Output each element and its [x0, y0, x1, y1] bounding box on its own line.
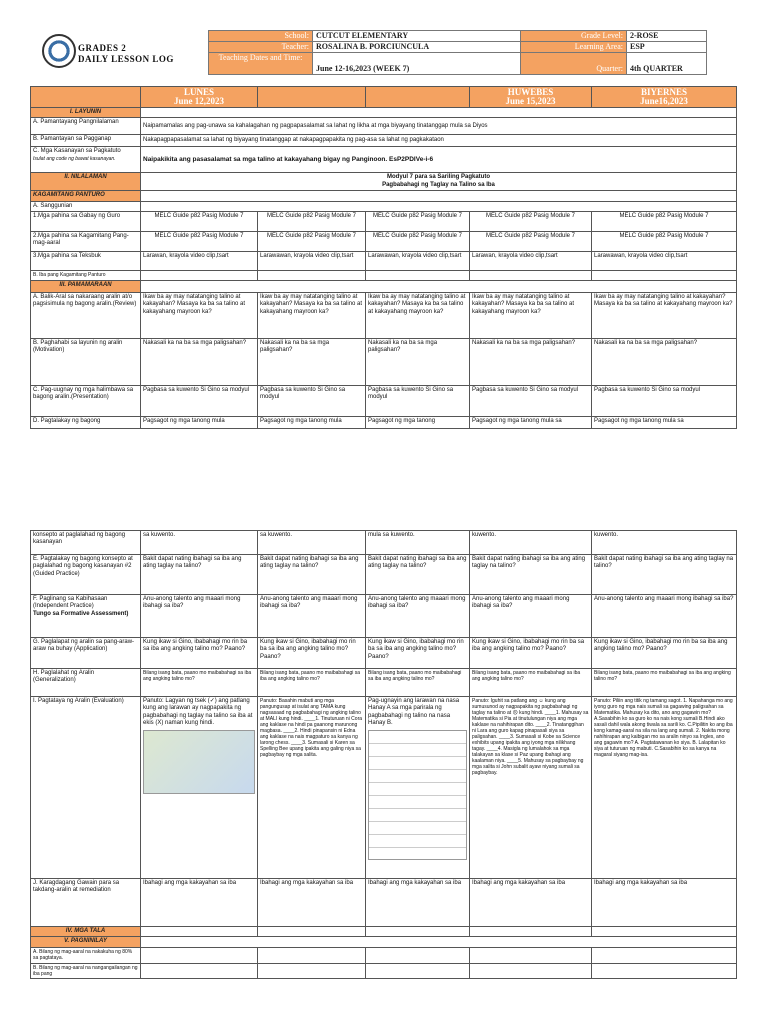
pagtalakay-cont-cell: kuwento.: [592, 531, 737, 555]
pagtalakay-cell: Pagsagot ng mga tanong mula: [258, 417, 366, 429]
teaching-dates-label: Teaching Dates and Time:: [209, 53, 313, 75]
text-pamantayang-pangnilalaman: Naipamamalas ang pag-unawa sa kahalagahan ng pagpapasalamat sa lahat ng likha at mga biyayang tinatanggap mula sa Diyos: [141, 118, 737, 135]
presentation-cell: Pagbasa sa kuwento Si Gino sa modyul: [592, 386, 737, 417]
label-pamantayan-pagganap: B. Pamantayan sa Pagganap: [31, 135, 141, 147]
label-iba-pang-kagamitan: B. Iba pang Kagamitang Panturo: [31, 271, 141, 281]
matching-worksheet-image: [368, 730, 467, 860]
section-mga-tala: IV. MGA TALA: [31, 927, 141, 937]
balik-aral-cell: Ikaw ba ay may natatanging talino at kakayahan? Masaya ka ba sa talino at kakayahang mayroon ka?: [366, 293, 470, 339]
gabay-guro-cell: MELC Guide p82 Pasig Module 7: [258, 212, 366, 232]
guided-practice-cell: Bakit dapat nating ibahagi sa iba ang ating taglay na talino?: [470, 555, 592, 595]
takdang-aralin-cell: Ibahagi ang mga kakayahan sa iba: [258, 879, 366, 927]
takdang-aralin-cell: Ibahagi ang mga kakayahan sa iba: [366, 879, 470, 927]
teksbuk-cell: Larawan, krayola video clip,tsart: [470, 252, 592, 271]
guided-practice-cell: Bakit dapat nating ibahagi sa iba ang ating taglay na talino?: [141, 555, 258, 595]
label-bilang-80: A. Bilang ng mag-aaral na nakakuha ng 80% sa pagtataya.: [31, 947, 141, 963]
presentation-cell: Pagbasa sa kuwento Si Gino sa modyul: [258, 386, 366, 417]
label-pagtalakay: D. Pagtalakay ng bagong: [31, 417, 141, 429]
gabay-guro-cell: MELC Guide p82 Pasig Module 7: [592, 212, 737, 232]
guided-practice-cell: Bakit dapat nating ibahagi sa iba ang ating taglay na talino?: [366, 555, 470, 595]
label-pagtalakay-cont: konsepto at paglalahad ng bagong kasanayan: [31, 531, 141, 555]
balik-aral-cell: Ikaw ba ay may natatanging talino at kakayahan? Masaya ka ba sa talino at kakayahang mayroon ka?: [258, 293, 366, 339]
page-gap: [0, 475, 768, 527]
independent-practice-cell: Anu-anong talento ang maaari mong ibahagi sa iba?: [141, 595, 258, 638]
independent-practice-cell: Anu-anong talento ang maaari mong ibahagi sa iba?: [592, 595, 737, 638]
takdang-aralin-cell: Ibahagi ang mga kakayahan sa iba: [141, 879, 258, 927]
school-label: School:: [209, 31, 313, 42]
label-pamantayang-pangnilalaman: A. Pamantayang Pangnilalaman: [31, 118, 141, 135]
pagtalakay-cell: Pagsagot ng mga tanong: [366, 417, 470, 429]
teksbuk-cell: Larawawan, krayola video clip,tsart: [366, 252, 470, 271]
day-header-3: [366, 87, 470, 108]
label-independent-practice: F. Paglinang sa Kabihasaan (Independent Practice) Tungo sa Formative Assessment): [31, 595, 141, 638]
header-table: [208, 30, 707, 75]
teksbuk-cell: Larawawan, krayola video clip,tsart: [592, 252, 737, 271]
pagtalakay-cont-cell: sa kuwento.: [258, 531, 366, 555]
evaluation-picture-image: [143, 730, 255, 794]
evaluation-cell-3: [366, 697, 470, 879]
teksbuk-cell: Larawawan, krayola video clip,tsart: [258, 252, 366, 271]
motivation-cell: Nakasali ka na ba sa mga paligsahan?: [141, 339, 258, 386]
balik-aral-cell: Ikaw ba ay may natatanging talino at kakayahan? Masaya ka ba sa talino at kakayahang mayroon ka?: [592, 293, 737, 339]
learning-area-value: ESP: [627, 42, 707, 53]
lesson-table-page1: [30, 86, 737, 429]
section-pamamaraan: III. PAMAMARAAN: [31, 281, 141, 293]
day-header-1: LUNES June 12,2023: [141, 87, 258, 108]
application-cell: Kung ikaw si Gino, ibabahagi mo rin ba sa iba ang angking talino mo? Paano?: [258, 638, 366, 669]
independent-practice-cell: Anu-anong talento ang maaari mong ibahagi sa iba?: [470, 595, 592, 638]
guided-practice-cell: Bakit dapat nating ibahagi sa iba ang ating taglay na talino?: [592, 555, 737, 595]
label-kasanayan: C. Mga Kasanayan sa Pagkatuto Isulat ang code ng bawat kasanayan.: [31, 147, 141, 173]
generalization-cell: Bilang isang bata, paano mo maibabahagi sa iba ang angking talino mo?: [592, 669, 737, 697]
evaluation-cell-4: Panuto: Iguhit sa patlang ang ☺ kung ang sumusunod ay nagpapakita ng pagbabahagi ng taglay na talino at ☹ kung hindi. ____1. Mahusay sa Matematika si Pia at tinutulungan niya ang mga kaklase na nahihirapan dito. ____2. Tinatanggihan ni Lara ang guro kapag pinapasali siya sa paligsahan. ____3. Sumasali si Kobe sa Science exhibits upang ipakita ang iyong mga nilikhang tagay. ____4. Masigla ng lumalahok sa mga talakayan sa klase si Paz upang ibahagi ang kaalaman niya. ____5. Mahusay sa pagbaybay ng mga salita si John subalit ayaw niyang sumali sa pagbaybay.: [470, 697, 592, 879]
label-gabay-guro: 1.Mga pahina sa Gabay ng Guro: [31, 212, 141, 232]
label-motivation: B. Paghahabi sa layunin ng aralin (Motivation): [31, 339, 141, 386]
gabay-guro-cell: MELC Guide p82 Pasig Module 7: [366, 212, 470, 232]
text-kasanayan: Naipakikita ang pasasalamat sa mga talino at kakayahang bigay ng Panginoon. EsP2PDIVe-i-6: [141, 147, 737, 173]
evaluation-instructions: Pag-ugnayin ang larawan na nasa Hanay A sa mga parirala ng pagbabahagi ng talino na nasa Hanay B.: [368, 698, 460, 727]
takdang-aralin-cell: Ibahagi ang mga kakayahan sa iba: [470, 879, 592, 927]
label-teksbuk: 3.Mga pahina sa Teksbuk: [31, 252, 141, 271]
teaching-dates-value: June 12-16,2023 (WEEK 7): [313, 53, 521, 75]
text-pamantayan-pagganap: Nakapagpapasalamat sa lahat ng biyayang tinatanggap at nakapagpapakita ng pag-asa sa lahat ng pagkakataon: [141, 135, 737, 147]
mag-aaral-cell: MELC Guide p82 Pasig Module 7: [141, 232, 258, 252]
application-cell: Kung ikaw si Gino, ibabahagi mo rin ba sa iba ang angking talino mo? Paano?: [366, 638, 470, 669]
balik-aral-cell: Ikaw ba ay may natatanging talino at kakayahan? Masaya ka ba sa talino at kakayahang mayroon ka?: [470, 293, 592, 339]
mag-aaral-cell: MELC Guide p82 Pasig Module 7: [258, 232, 366, 252]
generalization-cell: Bilang isang bata, paano mo maibabahagi sa iba ang angking talino mo?: [258, 669, 366, 697]
label-kagamitang-mag-aaral: 2.Mga pahina sa Kagamitang Pang-mag-aaral: [31, 232, 141, 252]
label-presentation: C. Pag-uugnay ng mga halimbawa sa bagong aralin.(Presentation): [31, 386, 141, 417]
mag-aaral-cell: MELC Guide p82 Pasig Module 7: [592, 232, 737, 252]
pagtalakay-cell: Pagsagot ng mga tanong mula sa: [592, 417, 737, 429]
learning-area-label: Learning Area:: [521, 42, 627, 53]
teksbuk-cell: Larawan, krayola video clip,tsart: [141, 252, 258, 271]
section-kagamitan: KAGAMITANG PANTURO: [31, 191, 141, 201]
document-title: [78, 43, 174, 65]
teacher-label: Teacher:: [209, 42, 313, 53]
evaluation-cell-5: Panuto: Piliin ang titik ng tamang sagot. 1. Napahanga mo ang iyong guro ng mga nais sumali sa gagawing paligsahan sa Matematika. Mahusay ka dito, ano ang gagawin mo? A.Sasabihin ko sa guro ko na nais kong sumali B.Hindi ako sasali dahil wala akong tiwala sa sarili ko. C.Pipilitin ko ang iba kong kamag-aaral na sila na lang ang sumali. 2. Nakita mong nahihirapan ang kaibigan mo sa aralin ninyo sa Ingles, ano ang gagawin mo? A. Pagtatawanan ko siya. B. Lalapitan ko siya at tuturuan ng mabuti. C.Sasabihin ko sa kanya na magaral siyang mag-isa.: [592, 697, 737, 879]
title-dll: DAILY LESSON LOG: [78, 54, 174, 64]
teacher-value: ROSALINA B. PORCIUNCULA: [313, 42, 521, 53]
lesson-table-page2: [30, 530, 737, 979]
generalization-cell: Bilang isang bata, paano mo maibabahagi sa iba ang angking talino mo?: [470, 669, 592, 697]
mag-aaral-cell: MELC Guide p82 Pasig Module 7: [470, 232, 592, 252]
label-sanggunian: A. Sanggunian: [31, 201, 141, 211]
guided-practice-cell: Bakit dapat nating ibahagi sa iba ang ating taglay na talino?: [258, 555, 366, 595]
application-cell: Kung ikaw si Gino, ibabahagi mo rin ba sa iba ang angking talino mo? Paano?: [141, 638, 258, 669]
day-header-4: HUWEBES June 15,2023: [470, 87, 592, 108]
page-one: [0, 0, 768, 475]
evaluation-cell-1: [141, 697, 258, 879]
label-balik-aral: A. Balik-Aral sa nakaraang aralin at/o pagsisimula ng bagong aralin.(Review): [31, 293, 141, 339]
page-two: [0, 527, 768, 1024]
label-application: G. Paglalapat ng aralin sa pang-araw-araw na buhay (Application): [31, 638, 141, 669]
generalization-cell: Bilang isang bata, paano mo maibabahagi sa iba ang angking talino mo?: [366, 669, 470, 697]
presentation-cell: Pagbasa sa kuwento Si Gino sa modyul: [141, 386, 258, 417]
balik-aral-cell: Ikaw ba ay may natatanging talino at kakayahan? Masaya ka ba sa talino at kakayahang mayroon ka?: [141, 293, 258, 339]
gabay-guro-cell: MELC Guide p82 Pasig Module 7: [141, 212, 258, 232]
motivation-cell: Nakasali ka na ba sa mga paligsahan?: [366, 339, 470, 386]
evaluation-cell-2: Panuto: Basahin mabuti ang mga pangungusap at isulat ang TAMA kung nagsasaad ng pagbabahagi ng angking talino at MALI kung hindi. ____1. Tinuturuan ni Cora ang kaklase na hindi pa gaanong marunong magbasa. ____2. Hindi pinapansin ni Edna ang kaklase na nais magpaturo sa kanya ng larong chess. ____3. Sumasali si Karen sa Spelling Bee upang ipakita ang galing niya sa pagbaybay ng mga salita.: [258, 697, 366, 879]
pagtalakay-cont-cell: sa kuwento.: [141, 531, 258, 555]
application-cell: Kung ikaw si Gino, ibabahagi mo rin ba sa iba ang angking talino mo? Paano?: [470, 638, 592, 669]
independent-practice-cell: Anu-anong talento ang maaari mong ibahagi sa iba?: [258, 595, 366, 638]
evaluation-instructions: Panuto: Lagyan ng tsek (✓) ang patlang kung ang larawan ay nagpapakita ng pagbabahagi ng taglay na talino sa iba at ekis (X) naman kung hindi.: [143, 698, 253, 727]
day-header-5: BIYERNES June16,2023: [592, 87, 737, 108]
generalization-cell: Bilang isang bata, paano mo maibabahagi sa iba ang angking talino mo?: [141, 669, 258, 697]
label-evaluation: I. Pagtataya ng Aralin (Evaluation): [31, 697, 141, 879]
motivation-cell: Nakasali ka na ba sa mga paligsahan?: [470, 339, 592, 386]
mag-aaral-cell: MELC Guide p82 Pasig Module 7: [366, 232, 470, 252]
title-grades: GRADES 2: [78, 43, 127, 53]
school-value: CUTCUT ELEMENTARY: [313, 31, 521, 42]
section-layunin: I. LAYUNIN: [31, 108, 141, 118]
pagtalakay-cont-cell: kuwento.: [470, 531, 592, 555]
label-generalization: H. Paglalahat ng Aralin (Generalization): [31, 669, 141, 697]
day-header-2: [258, 87, 366, 108]
corner-cell: [31, 87, 141, 108]
motivation-cell: Nakasali ka na ba sa mga paligsahan?: [258, 339, 366, 386]
pagtalakay-cont-cell: mula sa kuwento.: [366, 531, 470, 555]
application-cell: Kung ikaw si Gino, ibabahagi mo rin ba sa iba ang angking talino mo? Paano?: [592, 638, 737, 669]
independent-practice-cell: Anu-anong talento ang maaari mong ibahagi sa iba?: [366, 595, 470, 638]
label-guided-practice: E. Pagtalakay ng bagong konsepto at paglalahad ng bagong kasanayan #2 (Guided Practice): [31, 555, 141, 595]
section-pagninilay: V. PAGNINILAY: [31, 937, 141, 947]
deped-seal-icon: [42, 34, 76, 68]
pagtalakay-cell: Pagsagot ng mga tanong mula: [141, 417, 258, 429]
quarter-label: Quarter:: [521, 53, 627, 75]
quarter-value: 4th QUARTER: [627, 53, 707, 75]
grade-level-label: Grade Level:: [521, 31, 627, 42]
presentation-cell: Pagbasa sa kuwento Si Gino sa modyul: [366, 386, 470, 417]
takdang-aralin-cell: Ibahagi ang mga kakayahan sa iba: [592, 879, 737, 927]
gabay-guro-cell: MELC Guide p82 Pasig Module 7: [470, 212, 592, 232]
grade-level-value: 2-ROSE: [627, 31, 707, 42]
section-nilalaman: II. NILALAMAN: [31, 173, 141, 191]
pagtalakay-cell: Pagsagot ng mga tanong mula sa: [470, 417, 592, 429]
label-bilang-nangangailangan: B. Bilang ng mag-aaral na nangangailangan ng iba pang: [31, 963, 141, 978]
motivation-cell: Nakasali ka na ba sa mga paligsahan?: [592, 339, 737, 386]
label-takdang-aralin: J. Karagdagang Gawain para sa takdang-aralin at remediation: [31, 879, 141, 927]
text-nilalaman: Modyul 7 para sa Sariling Pagkatuto Pagbabahagi ng Taglay na Talino sa Iba: [141, 173, 737, 191]
presentation-cell: Pagbasa sa kuwento Si Gino sa modyul: [470, 386, 592, 417]
